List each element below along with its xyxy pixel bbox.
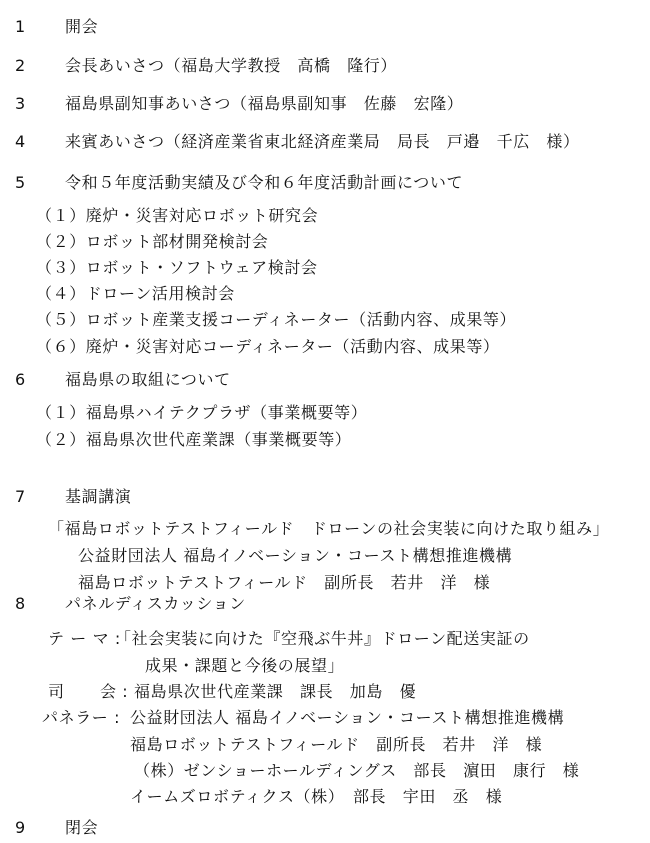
theme-line: 「社会実装に向けた『空飛ぶ牛丼』ドローン配送実証の xyxy=(115,629,530,648)
panelist: （株）ゼンショーホールディングス 部長 濵田 康行 様 xyxy=(134,761,580,780)
sub-item: （５）ロボット産業支援コーディネーター（活動内容、成果等） xyxy=(36,310,517,329)
sub-item: （１）廃炉・災害対応ロボット研究会 xyxy=(36,206,319,225)
theme-line: 成果・課題と今後の展望」 xyxy=(145,656,345,675)
item-number: 6 xyxy=(15,370,26,389)
sub-item: （１）福島県ハイテクプラザ（事業概要等） xyxy=(36,403,368,422)
item-number: 1 xyxy=(15,17,26,36)
item-number: 5 xyxy=(15,173,26,192)
item-number: 9 xyxy=(15,818,26,837)
item-number: 8 xyxy=(15,594,26,613)
theme-label: テ ー マ : xyxy=(48,629,121,648)
item-number: 7 xyxy=(15,487,26,506)
sub-item: （４）ドローン活用検討会 xyxy=(36,284,235,303)
item-title-closing: 閉会 xyxy=(65,818,99,837)
panelist: 福島ロボットテストフィールド 副所長 若井 洋 様 xyxy=(130,735,543,754)
item-title-panel: パネルディスカッション xyxy=(65,594,246,613)
sub-item: （３）ロボット・ソフトウェア検討会 xyxy=(36,258,318,277)
panelist: イームズロボティクス（株） 部長 宇田 丞 様 xyxy=(130,787,503,806)
item-title-keynote: 基調講演 xyxy=(65,487,132,506)
keynote-title: 「福島ロボットテストフィールド ドローンの社会実装に向けた取り組み」 xyxy=(48,519,610,538)
sub-item: （２）ロボット部材開発検討会 xyxy=(36,232,269,251)
item-number: 4 xyxy=(15,132,26,151)
moderator: 福島県次世代産業課 課長 加島 優 xyxy=(134,682,417,701)
item-title-opening: 開会 xyxy=(65,17,99,36)
item-title-activity-report: 令和５年度活動実績及び令和６年度活動計画について xyxy=(65,173,464,192)
panelist: 公益財団法人 福島イノベーション・コースト構想推進機構 xyxy=(130,708,565,727)
sub-item: （６）廃炉・災害対応コーディネーター（活動内容、成果等） xyxy=(36,337,500,356)
keynote-speaker-org: 公益財団法人 福島イノベーション・コースト構想推進機構 xyxy=(78,546,513,565)
sub-item: （２）福島県次世代産業課（事業概要等） xyxy=(36,430,352,449)
item-number: 2 xyxy=(15,56,26,75)
item-title-guest-greeting: 来賓あいさつ（経済産業省東北経済産業局 局長 戸邉 千広 様） xyxy=(65,132,580,151)
item-number: 3 xyxy=(15,94,26,113)
panel-label: パネラー : xyxy=(42,708,121,727)
moderator-label: 会 : xyxy=(100,682,129,701)
item-title-prefecture-initiatives: 福島県の取組について xyxy=(65,370,231,389)
keynote-speaker: 福島ロボットテストフィールド 副所長 若井 洋 様 xyxy=(78,573,491,592)
item-title-vice-governor-greeting: 福島県副知事あいさつ（福島県副知事 佐藤 宏隆） xyxy=(65,94,464,113)
moderator-label: 司 xyxy=(48,682,65,701)
item-title-chair-greeting: 会長あいさつ（福島大学教授 高橋 隆行） xyxy=(65,56,398,75)
